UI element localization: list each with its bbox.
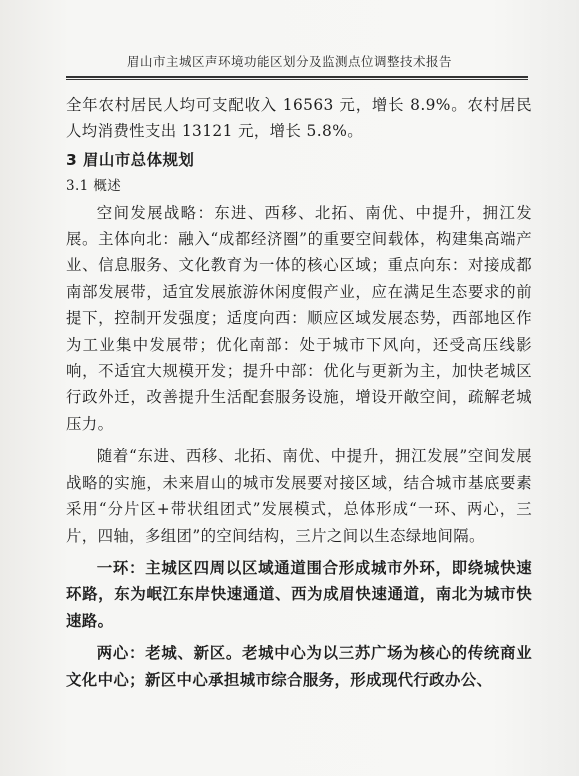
paragraph-spatial-strategy: 空间发展战略：东进、西移、北拓、南优、中提升，拥江发展。主体向北：融入“成都经济圈”的重要空间载体，构建集高端产业、信息服务、文化教育为一体的核心区域；重点向东：对接成都南部发展带，适宜发展旅游休闲度假产业，应在满足生态要求的前提下，控制开发强度；适度向西：顺应区域发展态势，西部地区作为工业集中发展带；优化南部：处于城市下风向，还受高压线影响，不适宜大规模开发；提升中部：优化与更新为主，加快老城区行政外迁，改善提升生活配套服务设施，增设开敞空间，疏解老城压力。 <box>66 203 532 433</box>
document-body <box>66 92 532 693</box>
paragraph-two-centers: 两心：老城、新区。老城中心为以三苏广场为核心的传统商业文化中心；新区中心承担城市综合服务，形成现代行政办公、 <box>66 644 532 689</box>
paragraph-development-mode: 随着“东进、西移、北拓、南优、中提升，拥江发展”空间发展战略的实施，未来眉山的城市发展要对接区域，结合城市基底要素采用“分片区+带状组团式”发展模式，总体形成“一环、两心，三片，四轴，多组团”的空间结构，三片之间以生态绿地间隔。 <box>66 447 532 545</box>
page-header: 眉山市主城区声环境功能区划分及监测点位调整技术报告 <box>126 54 452 69</box>
subsection-title: 3.1 概述 <box>66 178 122 195</box>
header-rule <box>66 76 528 80</box>
paragraph-rural-income: 全年农村居民人均可支配收入 16563 元，增长 8.9%。农村居民人均消费性支出 13121 元，增长 5.8%。 <box>66 96 532 141</box>
paragraph-one-ring: 一环：主城区四周以区域通道围合形成城市外环，即绕城快速环路，东为岷江东岸快速通道、西为成眉快速通道，南北为城市快速路。 <box>66 558 532 630</box>
section-title: 3 眉山市总体规划 <box>66 150 195 169</box>
